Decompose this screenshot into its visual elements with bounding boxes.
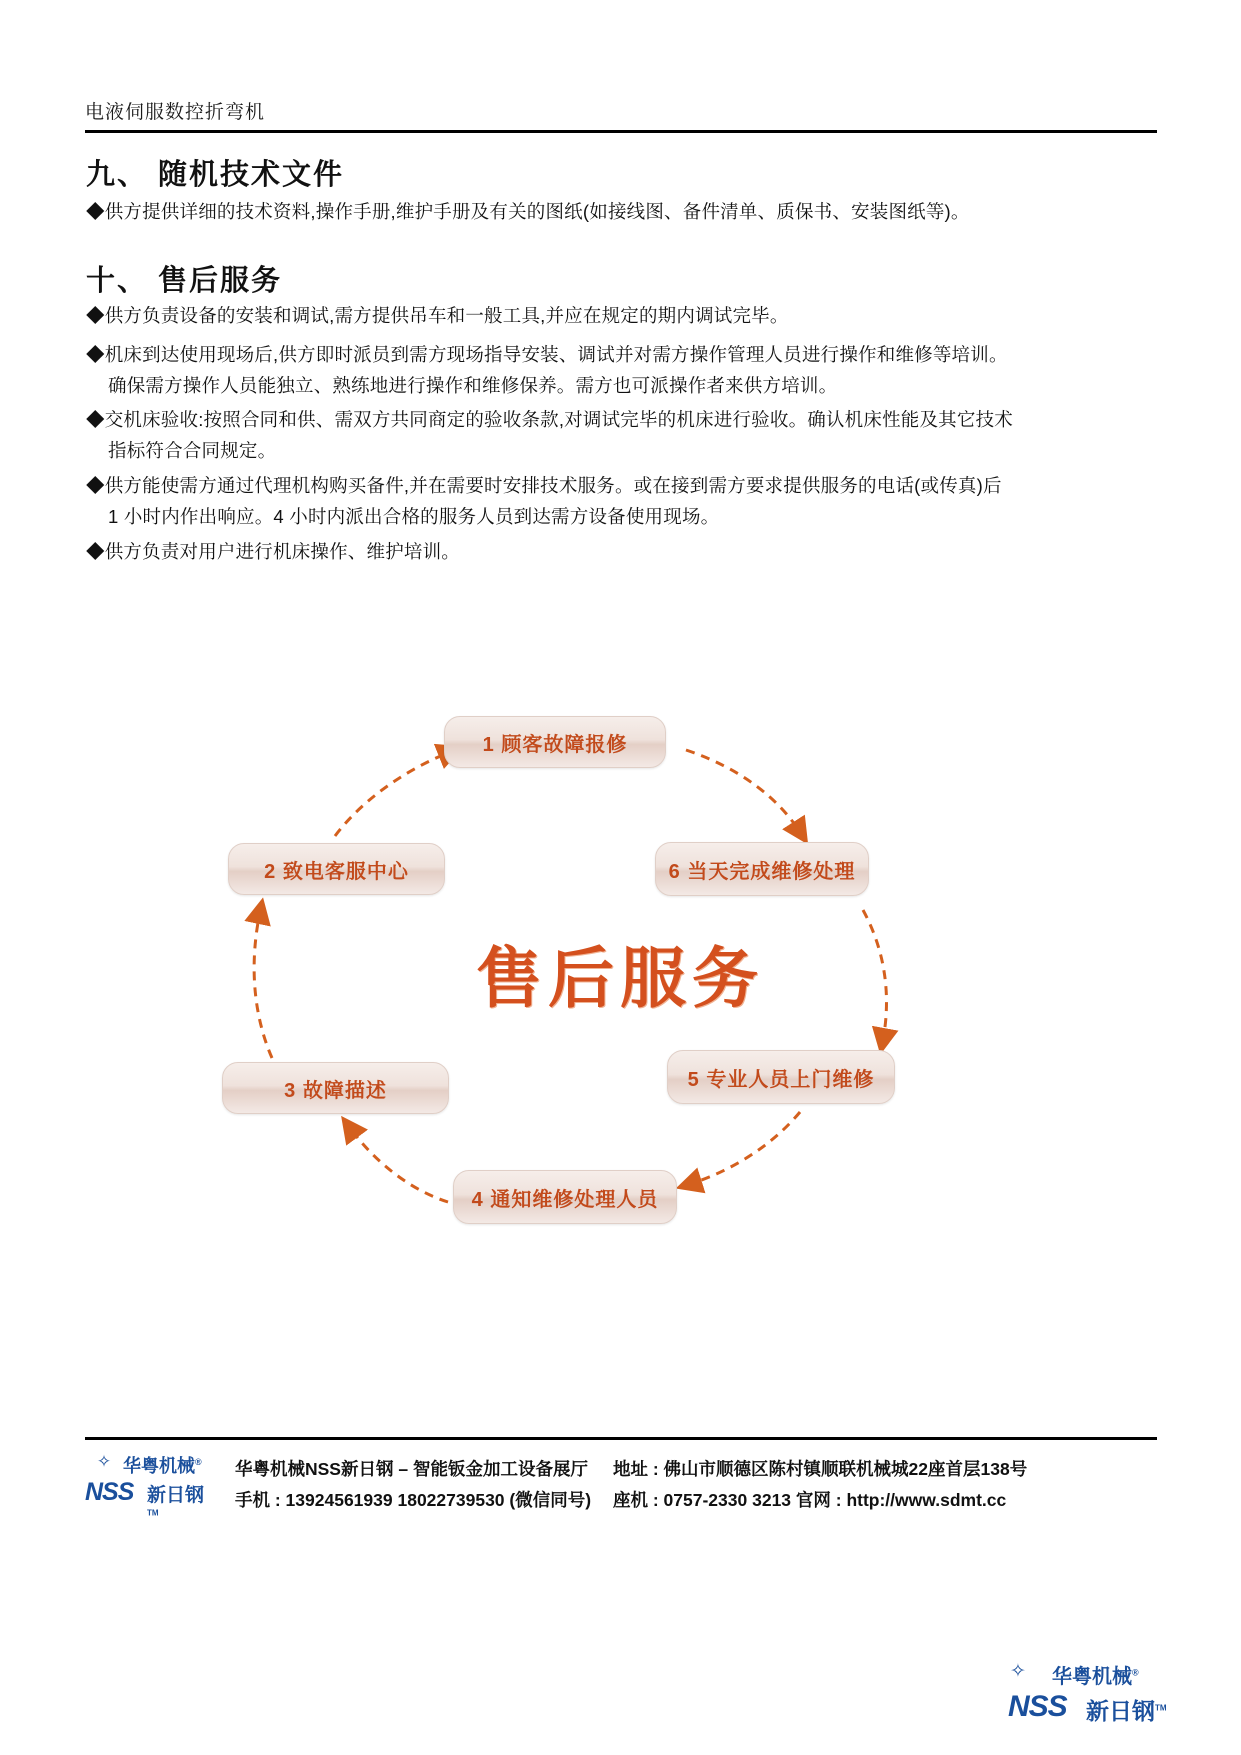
diagram-node-2[interactable]: 2 致电客服中心 — [228, 843, 445, 895]
footer-logo-brand-cn — [123, 1452, 202, 1478]
diagram-node-3[interactable]: 3 故障描述 — [222, 1062, 449, 1114]
corner-logo-nss: NSS — [1008, 1690, 1067, 1723]
section-9-bullets — [86, 196, 970, 227]
trademark-mark-icon: TM — [147, 1508, 159, 1518]
star-icon: ✧ — [1010, 1661, 1026, 1682]
bullet-line-continuation: 指标符合合同规定。 — [108, 440, 277, 461]
corner-logo-brand-cn — [1052, 1660, 1139, 1689]
trademark-mark-icon: TM — [1155, 1703, 1167, 1713]
diagram-node-1[interactable]: 1 顾客故障报修 — [444, 716, 666, 768]
bullet-line-continuation: 确保需方操作人员能独立、熟练地进行操作和维修保养。需方也可派操作者来供方培训。 — [108, 375, 838, 396]
star-icon: ✧ — [96, 1452, 112, 1471]
corner-logo-brand-text: 华粤机械 — [1052, 1666, 1132, 1688]
registered-mark-icon: ® — [1132, 1667, 1139, 1678]
section-heading-9: 九、 随机技术文件 — [86, 159, 345, 191]
footer-company-line: 华粤机械NSS新日钢 – 智能钣金加工设备展厅 — [235, 1459, 588, 1479]
bullet-line: ◆供方负责设备的安装和调试,需方提供吊车和一般工具,并应在规定的期内调试完毕。 — [86, 305, 789, 326]
bullet-line: ◆供方能使需方通过代理机构购买备件,并在需要时安排技术服务。或在接到需方要求提供服务的电话(或传真)后 — [86, 475, 1002, 496]
footer-left-column — [235, 1454, 591, 1516]
page-footer — [85, 1448, 1165, 1528]
corner-logo-nss-cn-text: 新日钢 — [1086, 1698, 1155, 1724]
header-divider — [85, 130, 1157, 133]
footer-divider — [85, 1437, 1157, 1440]
footer-logo-nss-cn — [147, 1480, 215, 1529]
bullet-line: ◆供方提供详细的技术资料,操作手册,维护手册及有关的图纸(如接线图、备件清单、质保书、安装图纸等)。 — [86, 201, 970, 222]
section-10-bullet-5 — [86, 536, 460, 567]
diagram-node-6[interactable]: 6 当天完成维修处理 — [655, 842, 869, 896]
bullet-line: ◆供方负责对用户进行机床操作、维护培训。 — [86, 541, 461, 562]
footer-logo-nss: NSS — [85, 1478, 134, 1506]
after-sales-service-cycle-diagram — [200, 690, 1040, 1270]
corner-company-logo — [1000, 1660, 1190, 1730]
bullet-line-continuation: 1 小时内作出响应。4 小时内派出合格的服务人员到达需方设备使用现场。 — [108, 506, 720, 527]
diagram-center-title: 售后服务 — [476, 943, 764, 1016]
footer-mobile-line: 手机 : 13924561939 18022739530 (微信同号) — [235, 1490, 592, 1510]
footer-address-line: 地址 : 佛山市顺德区陈村镇顺联机械城22座首层138号 — [613, 1459, 1028, 1479]
section-heading-10: 十、 售后服务 — [86, 265, 283, 297]
section-10-bullet-3 — [86, 404, 1013, 466]
section-10-bullet-2 — [86, 339, 1008, 401]
registered-mark-icon: ® — [195, 1457, 202, 1467]
section-10-bullet-1 — [86, 300, 789, 331]
footer-company-logo — [85, 1452, 215, 1518]
diagram-node-5[interactable]: 5 专业人员上门维修 — [667, 1050, 895, 1104]
bullet-line: ◆交机床验收:按照合同和供、需双方共同商定的验收条款,对调试完毕的机床进行验收。确认机床性能及其它技术 — [86, 409, 1013, 430]
footer-logo-brand-text: 华粤机械 — [123, 1456, 195, 1476]
footer-logo-nss-cn-text: 新日钢 — [147, 1485, 205, 1506]
corner-logo-nss-cn — [1086, 1693, 1167, 1726]
bullet-line: ◆机床到达使用现场后,供方即时派员到需方现场指导安装、调试并对需方操作管理人员进行操作和维修等培训。 — [86, 344, 1008, 365]
diagram-node-4[interactable]: 4 通知维修处理人员 — [453, 1170, 677, 1224]
section-10-bullet-4 — [86, 470, 1002, 532]
footer-tel-line: 座机 : 0757-2330 3213 官网 : http://www.sdmt.cc — [613, 1490, 1007, 1510]
footer-right-column — [613, 1454, 1027, 1516]
page-header-title: 电液伺服数控折弯机 — [85, 102, 266, 123]
